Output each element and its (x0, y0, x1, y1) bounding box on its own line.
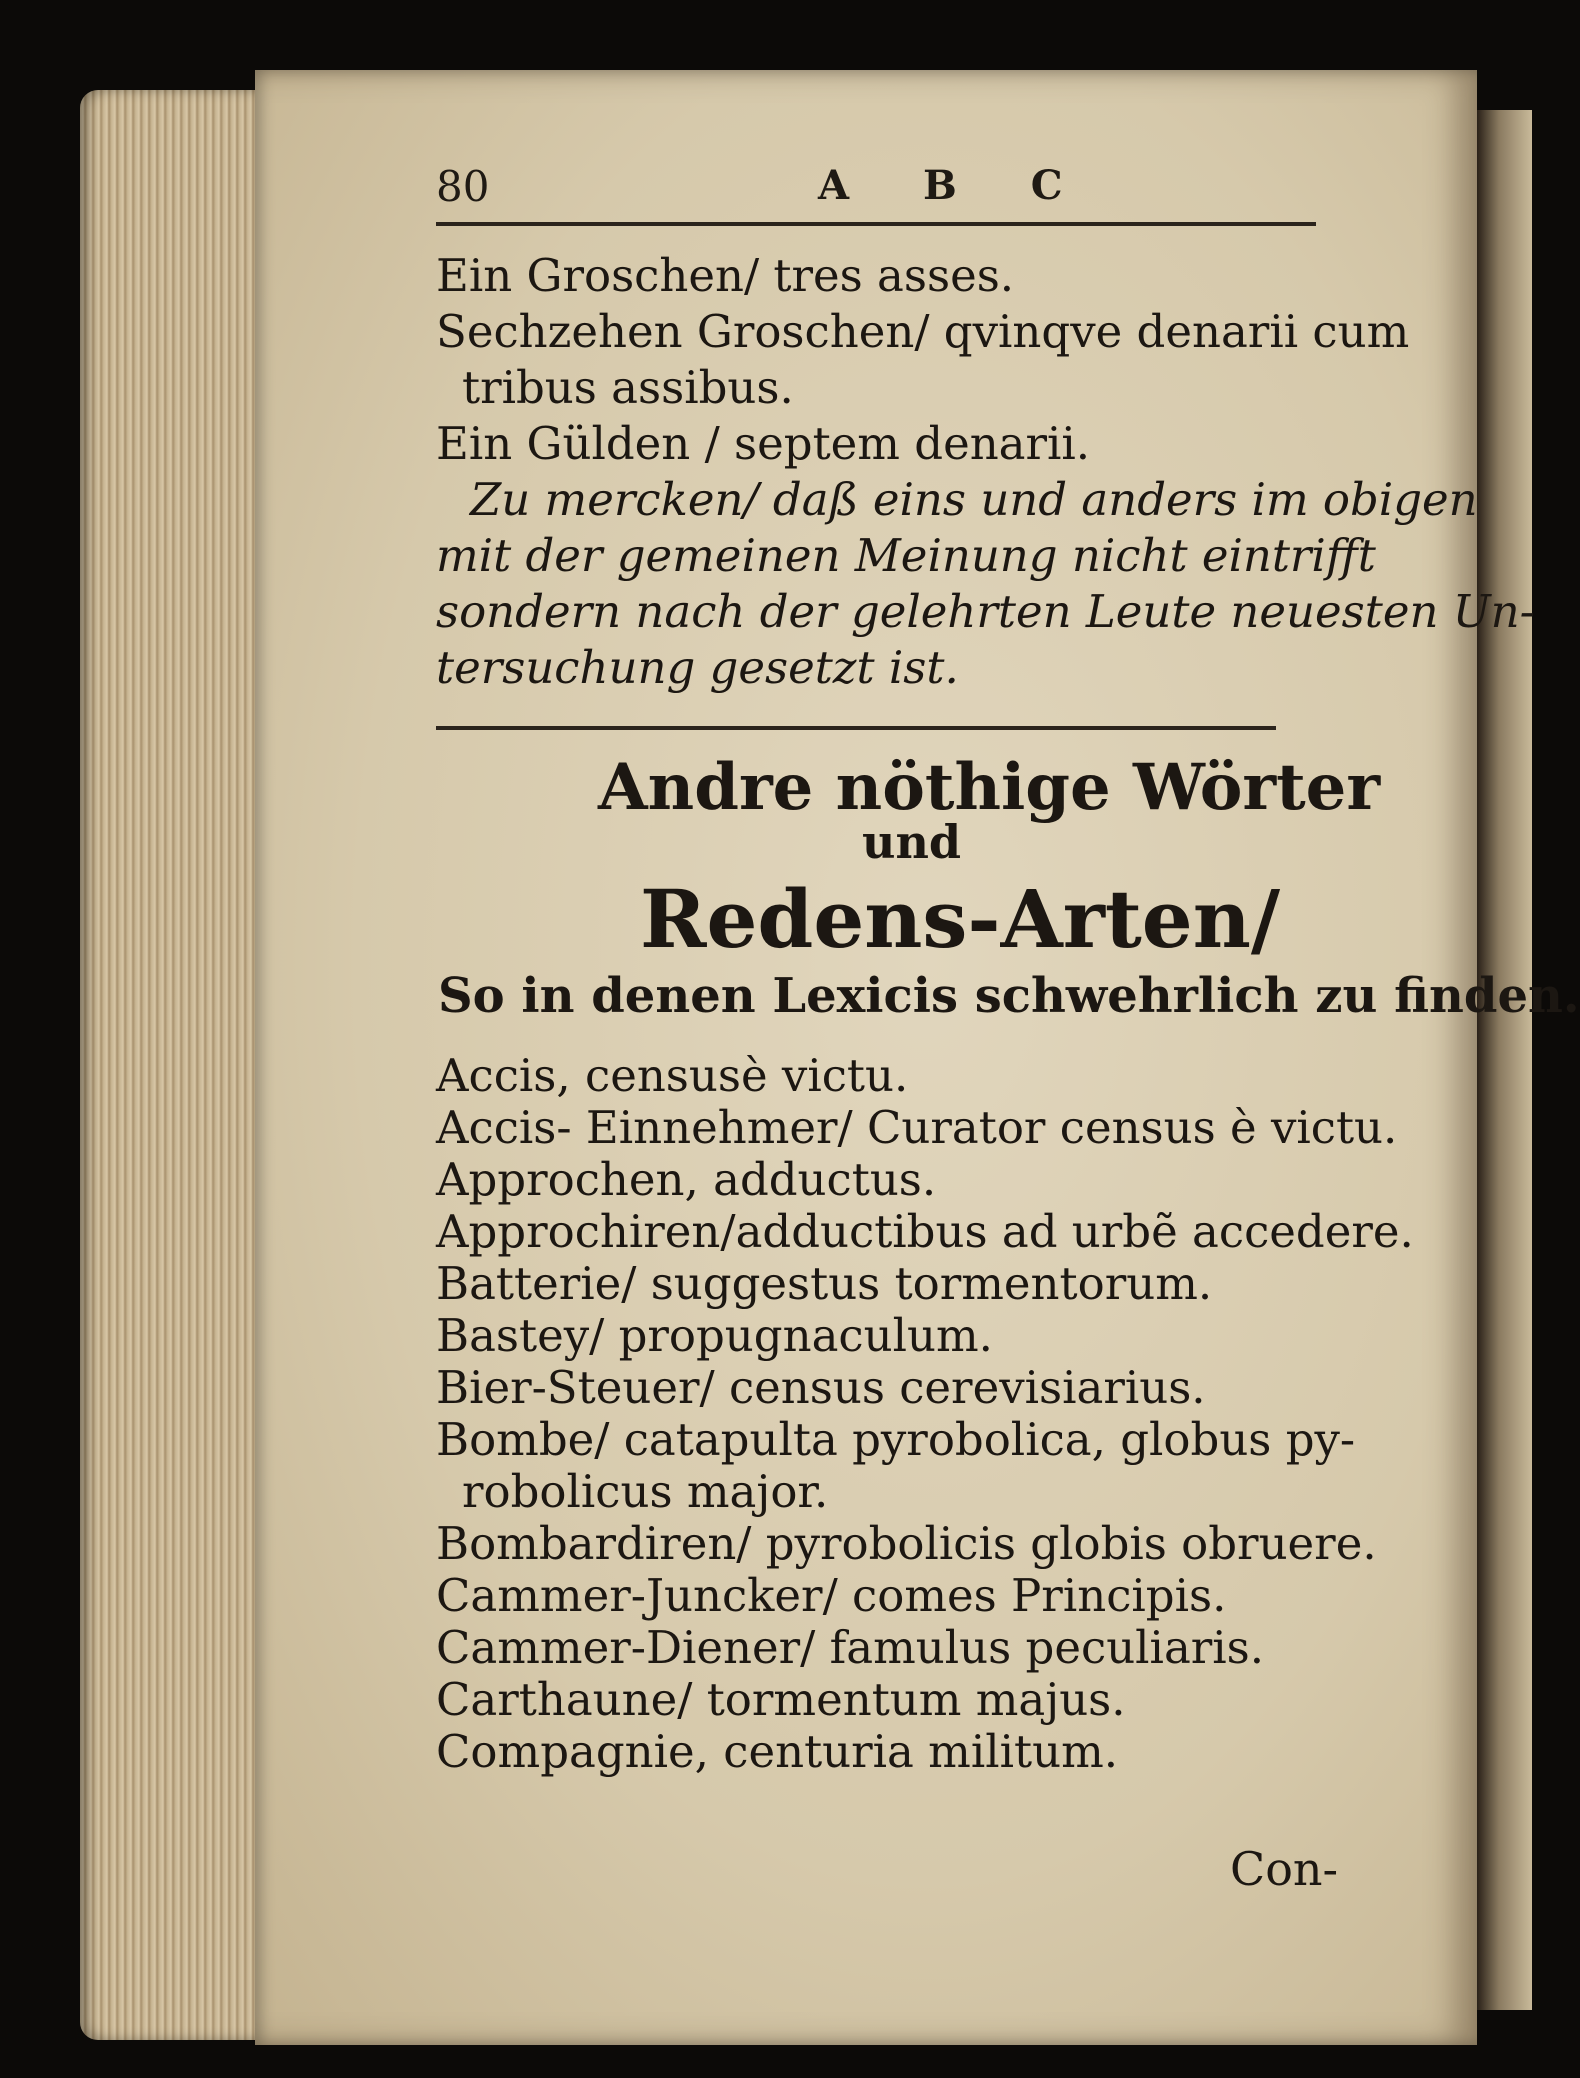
note-line: Zu mercken/ daß eins und anders im obigen (470, 473, 1478, 526)
entry-line: robolicus major. (462, 1465, 829, 1518)
section-subtitle: So in denen Lexicis schwehrlich zu finden. (438, 968, 1580, 1024)
catchword: Con- (1230, 1842, 1339, 1896)
entry-line: Accis- Einnehmer/ Curator census è victu. (436, 1101, 1398, 1154)
entry-line: Carthaune/ tormentum majus. (436, 1673, 1126, 1726)
entry-line: Bastey/ propugnaculum. (436, 1309, 993, 1362)
section-title-line3: Redens-Arten/ (640, 872, 1281, 966)
entry-line: Accis, censusè victu. (436, 1049, 909, 1102)
coin-line: Sechzehen Groschen/ qvinqve denarii cum (436, 305, 1410, 358)
page-edges (80, 90, 255, 2040)
facing-page-edge (1477, 110, 1532, 2010)
entry-line: Bier-Steuer/ census cerevisiarius. (436, 1361, 1206, 1414)
page-header (258, 162, 1358, 212)
entry-line: Compagnie, centuria militum. (436, 1725, 1119, 1778)
section-title-line1: Andre nöthige Wörter (598, 750, 1381, 825)
coin-line: tribus assibus. (462, 361, 794, 414)
note-line: sondern nach der gelehrten Leute neuesten Un- (436, 585, 1535, 638)
note-line: mit der gemeinen Meinung nicht eintrifft (436, 529, 1376, 582)
entry-line: Approchiren/adductibus ad urbẽ accedere. (436, 1205, 1414, 1258)
section-title-line2: und (862, 815, 962, 869)
note-line: tersuchung gesetzt ist. (436, 641, 959, 694)
page-number: 80 (436, 162, 490, 211)
entry-line: Cammer-Diener/ famulus peculiaris. (436, 1621, 1265, 1674)
header-rule (436, 222, 1316, 226)
entry-line: Bombardiren/ pyrobolicis globis obruere. (436, 1517, 1377, 1570)
entry-line: Cammer-Juncker/ comes Principis. (436, 1569, 1227, 1622)
running-title: A B C (818, 162, 1093, 209)
entry-line: Batterie/ suggestus tormentorum. (436, 1257, 1213, 1310)
coin-line: Ein Gülden / septem denarii. (436, 417, 1091, 470)
section-rule (436, 726, 1276, 730)
coin-line: Ein Groschen/ tres asses. (436, 249, 1015, 302)
entry-line: Approchen, adductus. (436, 1153, 937, 1206)
entry-line: Bombe/ catapulta pyrobolica, globus py- (436, 1413, 1356, 1466)
